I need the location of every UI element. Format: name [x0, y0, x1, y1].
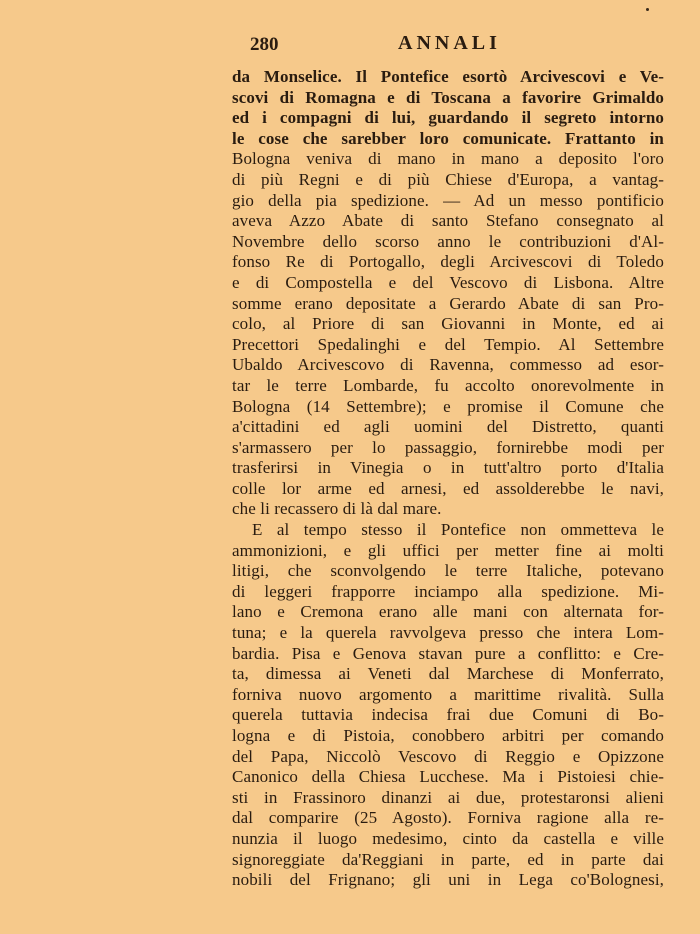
text-line: querela tuttavia indecisa frai due Comuni di Bo-: [232, 705, 664, 725]
text-line: Ubaldo Arcivescovo di Ravenna, commesso ad esor-: [232, 355, 664, 375]
text-line: di più Regni e di più Chiese d'Europa, a vantag-: [232, 169, 664, 189]
ink-speck: [646, 8, 649, 11]
text-line: litigi, che sconvolgendo le terre Italiche, potevano: [232, 561, 664, 581]
text-line: somme erano depositate a Gerardo Abate di san Pro-: [232, 293, 664, 313]
text-line: logna e di Pistoia, conobbero arbitri per comando: [232, 726, 664, 745]
text-line: colle lor arme ed arnesi, ed assolderebbe le navi,: [232, 478, 664, 498]
body-text: [232, 67, 664, 891]
text-line: fonso Re di Portogallo, degli Arcivescovi di Toledo: [232, 252, 664, 272]
text-line: Bologna veniva di mano in mano a deposito l'oro: [232, 149, 664, 169]
text-line: di leggeri frapporre inciampo alla spedizione. Mi-: [232, 581, 664, 601]
page-header: [232, 30, 662, 58]
text-line: dal comparire (25 Agosto). Forniva ragione alla re-: [232, 808, 664, 828]
text-line: gio della pia spedizione. — Ad un messo pontificio: [232, 190, 664, 210]
text-line: bardia. Pisa e Genova stavan pure a conflitto: e Cre-: [232, 643, 664, 663]
text-line: che li recassero di là dal mare.: [232, 499, 442, 519]
text-line: lano e Cremona erano alle mani con alternata for-: [232, 602, 664, 622]
text-line: ta, dimessa ai Veneti dal Marchese di Monferrato,: [232, 664, 664, 684]
text-line: Precettori Spedalinghi e del Tempio. Al Settembre: [232, 334, 664, 354]
text-line: E al tempo stesso il Pontefice non ommetteva le: [252, 520, 664, 540]
running-title: ANNALI: [398, 32, 501, 54]
text-line: sti in Frassinoro dinanzi ai due, protestaronsi alieni: [232, 787, 664, 807]
text-line: tar le terre Lombarde, fu accolto onorevolmente in: [232, 375, 664, 395]
text-line: ammonizioni, e gli uffici per metter fine ai molti: [232, 540, 664, 560]
text-line: nunzia il luogo medesimo, cinto da castella e ville: [232, 828, 664, 848]
text-line: s'armassero per lo passaggio, fornirebbe modi per: [232, 437, 664, 457]
text-line: da Monselice. Il Pontefice esortò Arcivescovi e Ve-: [232, 67, 664, 86]
text-line: ed i compagni di lui, guardando il segreto intorno: [232, 108, 664, 128]
text-line: trasferirsi in Vinegia o in tutt'altro porto d'Italia: [232, 458, 664, 478]
text-line: del Papa, Niccolò Vescovo di Reggio e Opizzone: [232, 746, 664, 766]
text-line: Novembre dello scorso anno le contribuzioni d'Al-: [232, 231, 664, 251]
text-line: e di Compostella e del Vescovo di Lisbona. Altre: [232, 272, 664, 292]
text-line: le cose che sarebber loro comunicate. Frattanto in: [232, 128, 664, 148]
text-line: tuna; e la querela ravvolgeva presso che intera Lom-: [232, 623, 664, 643]
text-line: forniva nuovo argomento a marittime rivalità. Sulla: [232, 684, 664, 704]
text-line: signoreggiate da'Reggiani in parte, ed in parte dai: [232, 849, 664, 869]
text-line: aveva Azzo Abate di santo Stefano consegnato al: [232, 211, 664, 231]
text-line: a'cittadini ed agli uomini del Distretto, quanti: [232, 417, 664, 437]
text-line: Bologna (14 Settembre); e promise il Comune che: [232, 396, 664, 416]
page-number: 280: [250, 34, 279, 55]
text-line: Canonico della Chiesa Lucchese. Ma i Pistoiesi chie-: [232, 767, 664, 787]
text-line: nobili del Frignano; gli uni in Lega co'Bolognesi,: [232, 870, 664, 890]
text-line: scovi di Romagna e di Toscana a favorire Grimaldo: [232, 87, 664, 107]
text-line: colo, al Priore di san Giovanni in Monte, ed ai: [232, 314, 664, 334]
